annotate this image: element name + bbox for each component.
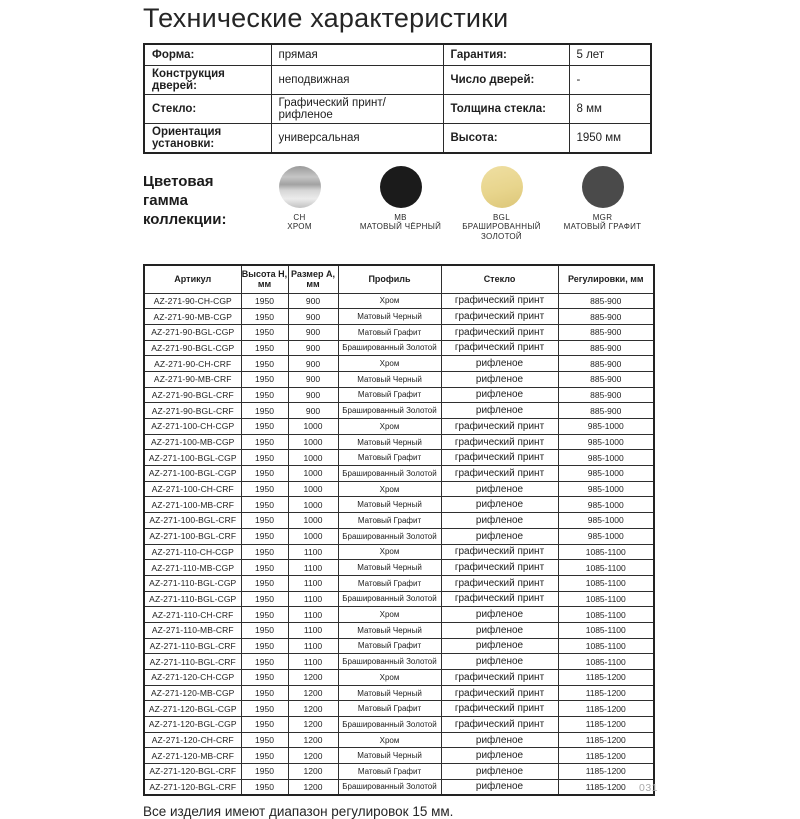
table-row (144, 748, 654, 764)
spec-value: универсальная (271, 124, 443, 154)
cell-adjustment: 885-900 (558, 387, 654, 403)
table-row (144, 654, 654, 670)
cell-size: 1200 (288, 732, 338, 748)
cell-size: 1000 (288, 450, 338, 466)
cell-glass: графический принт (441, 717, 558, 733)
swatch-code: CH (293, 213, 306, 222)
cell-glass: графический принт (441, 450, 558, 466)
cell-profile: Брашированный Золотой (338, 779, 441, 795)
cell-glass: графический принт (441, 685, 558, 701)
cell-profile: Хром (338, 356, 441, 372)
cell-height: 1950 (241, 670, 288, 686)
cell-size: 900 (288, 340, 338, 356)
cell-size: 1000 (288, 466, 338, 482)
table-row (144, 591, 654, 607)
cell-glass: графический принт (441, 340, 558, 356)
cell-profile: Матовый Черный (338, 497, 441, 513)
spec-value: прямая (271, 44, 443, 66)
header-adjustment: Регулировки, мм (558, 265, 654, 293)
cell-adjustment: 1185-1200 (558, 670, 654, 686)
cell-size: 900 (288, 356, 338, 372)
cell-glass: графический принт (441, 419, 558, 435)
cell-sku: AZ-271-100-BGL-CRF (144, 528, 241, 544)
cell-height: 1950 (241, 356, 288, 372)
cell-glass: рифленое (441, 528, 558, 544)
swatch-name: БРАШИРОВАННЫЙ ЗОЛОТОЙ (462, 222, 541, 241)
swatch-matte-graphite (552, 166, 653, 256)
spec-value: 5 лет (569, 44, 651, 66)
cell-profile: Матовый Графит (338, 638, 441, 654)
cell-profile: Матовый Графит (338, 387, 441, 403)
cell-height: 1950 (241, 324, 288, 340)
cell-adjustment: 985-1000 (558, 497, 654, 513)
table-row (144, 732, 654, 748)
cell-profile: Матовый Графит (338, 701, 441, 717)
cell-glass: рифленое (441, 638, 558, 654)
cell-adjustment: 1185-1200 (558, 748, 654, 764)
spec-label: Ориентация установки: (144, 124, 271, 154)
cell-profile: Матовый Черный (338, 309, 441, 325)
cell-profile: Брашированный Золотой (338, 466, 441, 482)
cell-sku: AZ-271-120-BGL-CRF (144, 764, 241, 780)
cell-sku: AZ-271-120-MB-CGP (144, 685, 241, 701)
swatch-chrome (249, 166, 350, 256)
header-sku: Артикул (144, 265, 241, 293)
table-row (144, 513, 654, 529)
cell-sku: AZ-271-100-BGL-CGP (144, 466, 241, 482)
cell-glass: рифленое (441, 607, 558, 623)
cell-sku: AZ-271-90-MB-CGP (144, 309, 241, 325)
cell-sku: AZ-271-120-BGL-CGP (144, 717, 241, 733)
cell-adjustment: 985-1000 (558, 419, 654, 435)
cell-adjustment: 1185-1200 (558, 685, 654, 701)
cell-glass: рифленое (441, 497, 558, 513)
cell-sku: AZ-271-110-BGL-CGP (144, 575, 241, 591)
cell-profile: Матовый Графит (338, 450, 441, 466)
cell-sku: AZ-271-100-MB-CGP (144, 434, 241, 450)
cell-height: 1950 (241, 732, 288, 748)
table-row (144, 670, 654, 686)
cell-profile: Матовый Графит (338, 575, 441, 591)
spec-label: Форма: (144, 44, 271, 66)
cell-sku: AZ-271-100-BGL-CGP (144, 450, 241, 466)
cell-adjustment: 885-900 (558, 293, 654, 309)
cell-profile: Матовый Черный (338, 434, 441, 450)
cell-size: 1200 (288, 748, 338, 764)
cell-sku: AZ-271-120-BGL-CGP (144, 701, 241, 717)
cell-height: 1950 (241, 779, 288, 795)
cell-height: 1950 (241, 387, 288, 403)
table-row (144, 779, 654, 795)
cell-height: 1950 (241, 371, 288, 387)
cell-adjustment: 1185-1200 (558, 779, 654, 795)
table-row (144, 293, 654, 309)
spec-row (144, 95, 651, 124)
table-row (144, 434, 654, 450)
cell-profile: Матовый Графит (338, 513, 441, 529)
table-row (144, 497, 654, 513)
spec-label: Высота: (443, 124, 569, 154)
cell-profile: Брашированный Золотой (338, 717, 441, 733)
spec-label: Толщина стекла: (443, 95, 569, 124)
table-row (144, 450, 654, 466)
cell-adjustment: 985-1000 (558, 528, 654, 544)
cell-sku: AZ-271-110-CH-CRF (144, 607, 241, 623)
cell-profile: Хром (338, 544, 441, 560)
cell-height: 1950 (241, 575, 288, 591)
cell-profile: Матовый Черный (338, 685, 441, 701)
cell-height: 1950 (241, 481, 288, 497)
cell-profile: Матовый Черный (338, 748, 441, 764)
table-row (144, 607, 654, 623)
cell-profile: Хром (338, 732, 441, 748)
cell-glass: рифленое (441, 513, 558, 529)
table-row (144, 638, 654, 654)
swatch-code: MGR (592, 213, 613, 222)
cell-sku: AZ-271-100-CH-CRF (144, 481, 241, 497)
matte-black-color-circle (380, 166, 422, 208)
cell-size: 1000 (288, 419, 338, 435)
cell-adjustment: 1085-1100 (558, 622, 654, 638)
cell-adjustment: 1185-1200 (558, 701, 654, 717)
cell-height: 1950 (241, 607, 288, 623)
cell-profile: Хром (338, 481, 441, 497)
cell-glass: рифленое (441, 387, 558, 403)
cell-sku: AZ-271-110-BGL-CRF (144, 654, 241, 670)
cell-profile: Хром (338, 293, 441, 309)
cell-sku: AZ-271-120-CH-CRF (144, 732, 241, 748)
table-row (144, 764, 654, 780)
cell-profile: Матовый Черный (338, 622, 441, 638)
cell-sku: AZ-271-90-CH-CGP (144, 293, 241, 309)
cell-glass: рифленое (441, 356, 558, 372)
cell-sku: AZ-271-90-BGL-CRF (144, 387, 241, 403)
cell-adjustment: 1185-1200 (558, 764, 654, 780)
cell-sku: AZ-271-100-BGL-CRF (144, 513, 241, 529)
cell-sku: AZ-271-110-MB-CGP (144, 560, 241, 576)
spec-value: Графический принт/рифленое (271, 95, 443, 124)
cell-size: 1000 (288, 513, 338, 529)
spec-label: Гарантия: (443, 44, 569, 66)
table-row (144, 387, 654, 403)
table-row (144, 685, 654, 701)
cell-sku: AZ-271-100-MB-CRF (144, 497, 241, 513)
table-row (144, 528, 654, 544)
cell-size: 1200 (288, 764, 338, 780)
spec-value: неподвижная (271, 66, 443, 95)
cell-size: 900 (288, 387, 338, 403)
spec-row (144, 44, 651, 66)
cell-profile: Матовый Графит (338, 764, 441, 780)
cell-glass: рифленое (441, 654, 558, 670)
cell-size: 900 (288, 324, 338, 340)
cell-profile: Хром (338, 670, 441, 686)
cell-size: 1100 (288, 607, 338, 623)
cell-height: 1950 (241, 513, 288, 529)
cell-glass: рифленое (441, 779, 558, 795)
cell-adjustment: 1085-1100 (558, 591, 654, 607)
cell-size: 900 (288, 309, 338, 325)
cell-height: 1950 (241, 419, 288, 435)
cell-profile: Брашированный Золотой (338, 591, 441, 607)
spec-value: 8 мм (569, 95, 651, 124)
cell-glass: графический принт (441, 324, 558, 340)
cell-sku: AZ-271-120-BGL-CRF (144, 779, 241, 795)
cell-profile: Матовый Черный (338, 560, 441, 576)
cell-adjustment: 985-1000 (558, 450, 654, 466)
cell-glass: рифленое (441, 732, 558, 748)
cell-glass: рифленое (441, 403, 558, 419)
cell-height: 1950 (241, 654, 288, 670)
cell-glass: графический принт (441, 544, 558, 560)
spec-value: - (569, 66, 651, 95)
cell-profile: Матовый Черный (338, 371, 441, 387)
cell-glass: графический принт (441, 434, 558, 450)
cell-size: 1200 (288, 685, 338, 701)
cell-sku: AZ-271-110-MB-CRF (144, 622, 241, 638)
swatch-name: МАТОВЫЙ ГРАФИТ (563, 222, 642, 231)
cell-height: 1950 (241, 591, 288, 607)
cell-adjustment: 985-1000 (558, 481, 654, 497)
cell-height: 1950 (241, 466, 288, 482)
table-row (144, 324, 654, 340)
cell-glass: графический принт (441, 575, 558, 591)
cell-glass: графический принт (441, 701, 558, 717)
cell-size: 1100 (288, 560, 338, 576)
cell-size: 1100 (288, 591, 338, 607)
cell-profile: Брашированный Золотой (338, 403, 441, 419)
cell-size: 1200 (288, 779, 338, 795)
table-row (144, 481, 654, 497)
cell-adjustment: 885-900 (558, 356, 654, 372)
cell-adjustment: 1085-1100 (558, 560, 654, 576)
spec-row (144, 124, 651, 154)
table-row (144, 701, 654, 717)
table-row (144, 371, 654, 387)
cell-size: 1000 (288, 528, 338, 544)
cell-size: 1200 (288, 670, 338, 686)
cell-adjustment: 1185-1200 (558, 732, 654, 748)
color-swatches (249, 166, 653, 256)
table-row (144, 309, 654, 325)
cell-adjustment: 985-1000 (558, 513, 654, 529)
cell-adjustment: 1085-1100 (558, 654, 654, 670)
cell-glass: рифленое (441, 764, 558, 780)
cell-height: 1950 (241, 717, 288, 733)
header-size: Размер A, мм (288, 265, 338, 293)
cell-sku: AZ-271-110-BGL-CGP (144, 591, 241, 607)
color-palette-section (143, 166, 653, 256)
cell-glass: графический принт (441, 293, 558, 309)
swatch-code: MB (394, 213, 407, 222)
cell-glass: рифленое (441, 481, 558, 497)
cell-adjustment: 1085-1100 (558, 544, 654, 560)
cell-height: 1950 (241, 450, 288, 466)
page-number: 031 (639, 782, 659, 794)
cell-height: 1950 (241, 403, 288, 419)
cell-glass: графический принт (441, 591, 558, 607)
table-row (144, 356, 654, 372)
products-table (143, 264, 655, 796)
cell-adjustment: 885-900 (558, 340, 654, 356)
header-glass: Стекло (441, 265, 558, 293)
cell-glass: графический принт (441, 309, 558, 325)
cell-height: 1950 (241, 764, 288, 780)
cell-height: 1950 (241, 340, 288, 356)
cell-adjustment: 1185-1200 (558, 717, 654, 733)
cell-size: 900 (288, 403, 338, 419)
cell-size: 1200 (288, 717, 338, 733)
cell-height: 1950 (241, 544, 288, 560)
table-row (144, 575, 654, 591)
cell-sku: AZ-271-90-BGL-CGP (144, 324, 241, 340)
cell-sku: AZ-271-110-CH-CGP (144, 544, 241, 560)
cell-height: 1950 (241, 748, 288, 764)
cell-size: 1200 (288, 701, 338, 717)
cell-profile: Хром (338, 607, 441, 623)
footer-note: Все изделия имеют диапазон регулировок 15 мм. (143, 804, 454, 819)
matte-graphite-color-circle (582, 166, 624, 208)
cell-glass: рифленое (441, 371, 558, 387)
color-palette-heading: Цветовая гамма коллекции: (143, 173, 227, 228)
table-row (144, 560, 654, 576)
cell-height: 1950 (241, 293, 288, 309)
chrome-color-circle (279, 166, 321, 208)
brushed-gold-color-circle (481, 166, 523, 208)
cell-adjustment: 985-1000 (558, 434, 654, 450)
cell-profile: Матовый Графит (338, 324, 441, 340)
header-height: Высота H, мм (241, 265, 288, 293)
table-row (144, 717, 654, 733)
cell-sku: AZ-271-120-CH-CGP (144, 670, 241, 686)
cell-size: 1100 (288, 654, 338, 670)
cell-profile: Брашированный Золотой (338, 654, 441, 670)
cell-size: 900 (288, 293, 338, 309)
cell-height: 1950 (241, 434, 288, 450)
cell-height: 1950 (241, 685, 288, 701)
cell-glass: графический принт (441, 560, 558, 576)
spec-table (143, 43, 652, 154)
table-row (144, 466, 654, 482)
cell-sku: AZ-271-110-BGL-CRF (144, 638, 241, 654)
cell-adjustment: 885-900 (558, 324, 654, 340)
cell-height: 1950 (241, 309, 288, 325)
cell-height: 1950 (241, 528, 288, 544)
cell-size: 900 (288, 371, 338, 387)
cell-adjustment: 1085-1100 (558, 575, 654, 591)
cell-glass: графический принт (441, 670, 558, 686)
cell-size: 1100 (288, 638, 338, 654)
cell-adjustment: 885-900 (558, 403, 654, 419)
swatch-name: ХРОМ (287, 222, 312, 231)
cell-size: 1000 (288, 434, 338, 450)
spec-label: Стекло: (144, 95, 271, 124)
cell-size: 1000 (288, 481, 338, 497)
cell-height: 1950 (241, 622, 288, 638)
header-profile: Профиль (338, 265, 441, 293)
spec-row (144, 66, 651, 95)
cell-height: 1950 (241, 497, 288, 513)
spec-label: Число дверей: (443, 66, 569, 95)
table-row (144, 340, 654, 356)
cell-adjustment: 1085-1100 (558, 638, 654, 654)
cell-glass: графический принт (441, 466, 558, 482)
cell-size: 1100 (288, 544, 338, 560)
cell-size: 1000 (288, 497, 338, 513)
products-table-header-row (144, 265, 654, 293)
cell-size: 1100 (288, 622, 338, 638)
cell-glass: рифленое (441, 748, 558, 764)
cell-sku: AZ-271-90-BGL-CRF (144, 403, 241, 419)
cell-sku: AZ-271-90-MB-CRF (144, 371, 241, 387)
cell-profile: Брашированный Золотой (338, 340, 441, 356)
cell-height: 1950 (241, 638, 288, 654)
cell-height: 1950 (241, 701, 288, 717)
swatch-code: BGL (493, 213, 510, 222)
spec-label: Конструкция дверей: (144, 66, 271, 95)
cell-height: 1950 (241, 560, 288, 576)
cell-glass: рифленое (441, 622, 558, 638)
cell-sku: AZ-271-90-CH-CRF (144, 356, 241, 372)
swatch-name: МАТОВЫЙ ЧЁРНЫЙ (359, 222, 442, 231)
swatch-brushed-gold (451, 166, 552, 256)
products-table-body (144, 293, 654, 795)
page-title: Технические характеристики (143, 3, 509, 33)
cell-size: 1100 (288, 575, 338, 591)
cell-sku: AZ-271-90-BGL-CGP (144, 340, 241, 356)
table-row (144, 622, 654, 638)
table-row (144, 419, 654, 435)
cell-sku: AZ-271-100-CH-CGP (144, 419, 241, 435)
cell-adjustment: 885-900 (558, 309, 654, 325)
swatch-matte-black (350, 166, 451, 256)
cell-profile: Брашированный Золотой (338, 528, 441, 544)
spec-value: 1950 мм (569, 124, 651, 154)
table-row (144, 403, 654, 419)
cell-profile: Хром (338, 419, 441, 435)
table-row (144, 544, 654, 560)
cell-adjustment: 985-1000 (558, 466, 654, 482)
cell-adjustment: 1085-1100 (558, 607, 654, 623)
cell-sku: AZ-271-120-MB-CRF (144, 748, 241, 764)
cell-adjustment: 885-900 (558, 371, 654, 387)
